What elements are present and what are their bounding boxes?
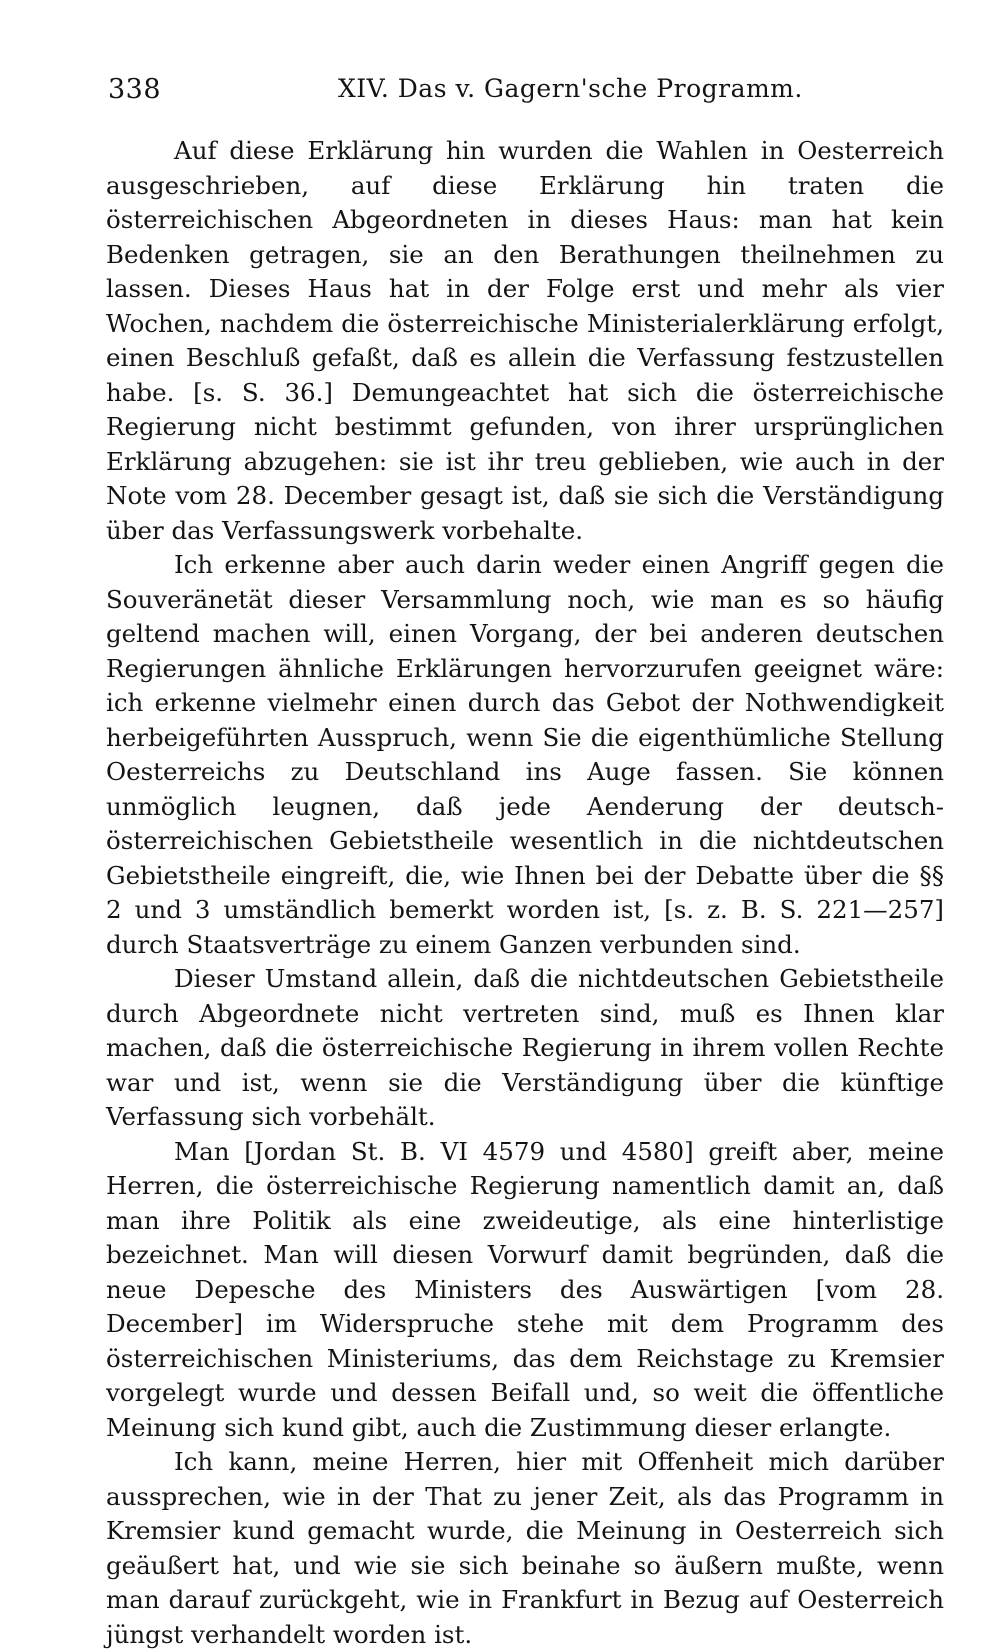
page-number: 338 [108, 74, 162, 105]
paragraph: Ich erkenne aber auch darin weder einen Angriff gegen die Souveränetät dieser Versammlung noch, wie man es so häufig geltend machen will, einen Vorgang, der bei anderen deutschen Regierungen ähnliche Erklärungen hervorzurufen geeignet wäre: ich erkenne vielmehr einen durch das Gebot der Nothwendigkeit herbeigeführten Ausspruch, wenn Sie die eigenthümliche Stellung Oesterreichs zu Deutschland ins Auge fassen. Sie können unmöglich leugnen, daß jede Aenderung der deutsch-österreichischen Gebietstheile wesentlich in die nichtdeutschen Gebietstheile eingreift, die, wie Ihnen bei der Debatte über die §§ 2 und 3 umständlich bemerkt worden ist, [s. z. B. S. 221—257] durch Staatsverträge zu einem Ganzen verbunden sind. [106, 550, 944, 959]
running-head: XIV. Das v. Gagern'sche Programm. [338, 74, 803, 103]
paragraph: Man [Jordan St. B. VI 4579 und 4580] greift aber, meine Herren, die österreichische Regierung namentlich damit an, daß man ihre Politik als eine zweideutige, als eine hinterlistige bezeichnet. Man will diesen Vorwurf damit begründen, daß die neue Depesche des Ministers des Auswärtigen [vom 28. December] im Widerspruche stehe mit dem Programm des österreichischen Ministeriums, das dem Reichstage zu Kremsier vorgelegt wurde und dessen Beifall und, so weit die öffentliche Meinung sich kund gibt, auch die Zustimmung dieser erlangte. [106, 1136, 944, 1442]
paragraph: Dieser Umstand allein, daß die nichtdeutschen Gebietstheile durch Abgeordnete nicht vertreten sind, muß es Ihnen klar machen, daß die österreichische Regierung in ihrem vollen Rechte war und ist, wenn sie die Verständigung über die künftige Verfassung sich vorbehält. [106, 964, 944, 1131]
page-header [108, 74, 944, 114]
body-text [106, 134, 944, 1652]
paragraph: Ich kann, meine Herren, hier mit Offenheit mich darüber aussprechen, wie in der That zu jener Zeit, als das Programm in Kremsier kund gemacht wurde, die Meinung in Oesterreich sich geäußert hat, und wie sie sich beinahe so äußern mußte, wenn man darauf zurückgeht, wie in Frankfurt in Bezug auf Oesterreich jüngst verhandelt worden ist. [106, 1447, 944, 1649]
paragraph: Auf diese Erklärung hin wurden die Wahlen in Oesterreich ausgeschrieben, auf diese Erklärung hin traten die österreichischen Abgeordneten in dieses Haus: man hat kein Bedenken getragen, sie an den Berathungen theilnehmen zu lassen. Dieses Haus hat in der Folge erst und mehr als vier Wochen, nachdem die österreichische Ministerialerklärung erfolgt, einen Beschluß gefaßt, daß es allein die Verfassung festzustellen habe. [s. S. 36.] Demungeachtet hat sich die österreichische Regierung nicht bestimmt gefunden, von ihrer ursprünglichen Erklärung abzugehen: sie ist ihr treu geblieben, wie auch in der Note vom 28. December gesagt ist, daß sie sich die Verständigung über das Verfassungswerk vorbehalte. [106, 136, 944, 545]
